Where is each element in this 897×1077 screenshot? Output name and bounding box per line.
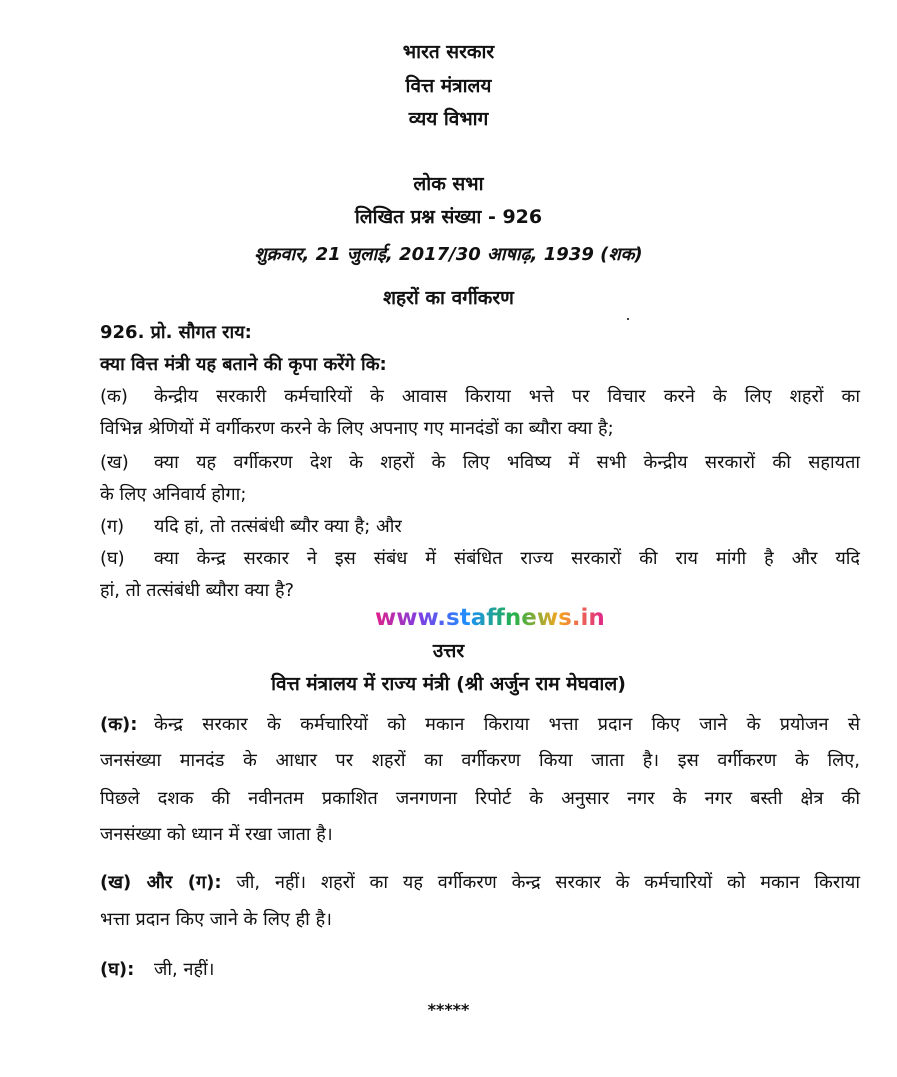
answer-label: (ख) और (ग): (100, 872, 222, 893)
question-part-gha-line2: हां, तो तत्संबंधी ब्यौरा क्या है? (100, 580, 295, 601)
part-label: (क) (100, 386, 128, 407)
answer-text: जी, नहीं। शहरों का यह वर्गीकरण केन्द्र सरकार के कर्मचारियों को मकान किराया (236, 872, 860, 893)
question-intro: क्या वित्त मंत्री यह बताने की कृपा करेंगे कि: (100, 354, 387, 375)
part-label: (घ) (100, 548, 125, 569)
question-asker: 926. प्रो. सौगत राय: (100, 322, 252, 343)
minister-name: वित्त मंत्रालय में राज्य मंत्री (श्री अर्जुन राम मेघवाल) (271, 673, 626, 695)
part-label: (ख) (100, 452, 129, 473)
answer-label: (क): (100, 714, 138, 735)
ministry-heading: वित्त मंत्रालय (405, 75, 492, 97)
watermark-text: www.staffnews.in (375, 605, 605, 631)
part-text: क्या यह वर्गीकरण देश के शहरों के लिए भविष्य में सभी केन्द्रीय सरकारों की सहायता (154, 452, 860, 473)
part-label: (ग) (100, 516, 125, 537)
part-text: केन्द्रीय सरकारी कर्मचारियों के आवास किराया भत्ते पर विचार करने के लिए शहरों का (154, 386, 860, 407)
answer-ka-line2: जनसंख्या मानदंड के आधार पर शहरों का वर्गीकरण किया जाता है। इस वर्गीकरण के लिए, (100, 750, 860, 771)
answer-text: जी, नहीं। (154, 959, 215, 980)
answer-ka-line3: पिछले दशक की नवीनतम प्रकाशित जनगणना रिपोर्ट के अनुसार नगर के नगर बस्ती क्षेत्र की (100, 788, 860, 809)
part-text: क्या केन्द्र सरकार ने इस संबंध में संबंधित राज्य सरकारों की राय मांगी है और यदि (154, 548, 860, 569)
part-text: यदि हां, तो तत्संबंधी ब्यौर क्या है; और (154, 516, 402, 537)
question-number: लिखित प्रश्न संख्या - 926 (354, 206, 543, 228)
question-part-gha-line1 (100, 546, 860, 570)
answer-gha (100, 957, 860, 981)
subject-heading: शहरों का वर्गीकरण (383, 287, 514, 309)
answer-khaga-line1 (100, 870, 860, 894)
govt-heading: भारत सरकार (402, 41, 495, 63)
answer-khaga-line2: भत्ता प्रदान किए जाने के लिए ही है। (100, 909, 332, 930)
answer-label: (घ): (100, 959, 135, 980)
question-date: शुक्रवार, 21 जुलाई, 2017/30 आषाढ़, 1939 (शक) (254, 244, 643, 265)
question-part-kha-line1 (100, 450, 860, 474)
answer-heading: उत्तर (432, 640, 465, 662)
answer-text: केन्द्र सरकार के कर्मचारियों को मकान किराया भत्ता प्रदान किए जाने के प्रयोजन से (154, 714, 860, 735)
house-heading: लोक सभा (413, 173, 484, 195)
department-heading: व्यय विभाग (408, 108, 489, 130)
question-part-ga (100, 514, 860, 538)
question-part-kha-line2: के लिए अनिवार्य होगा; (100, 484, 247, 505)
answer-ka-line4: जनसंख्या को ध्यान में रखा जाता है। (100, 824, 333, 845)
end-marker: ***** (427, 1000, 470, 1019)
question-part-ka-line2: विभिन्न श्रेणियों में वर्गीकरण करने के लिए अपनाए गए मानदंडों का ब्यौरा क्या है; (100, 418, 614, 439)
question-part-ka-line1 (100, 384, 860, 408)
answer-ka-line1 (100, 712, 860, 736)
